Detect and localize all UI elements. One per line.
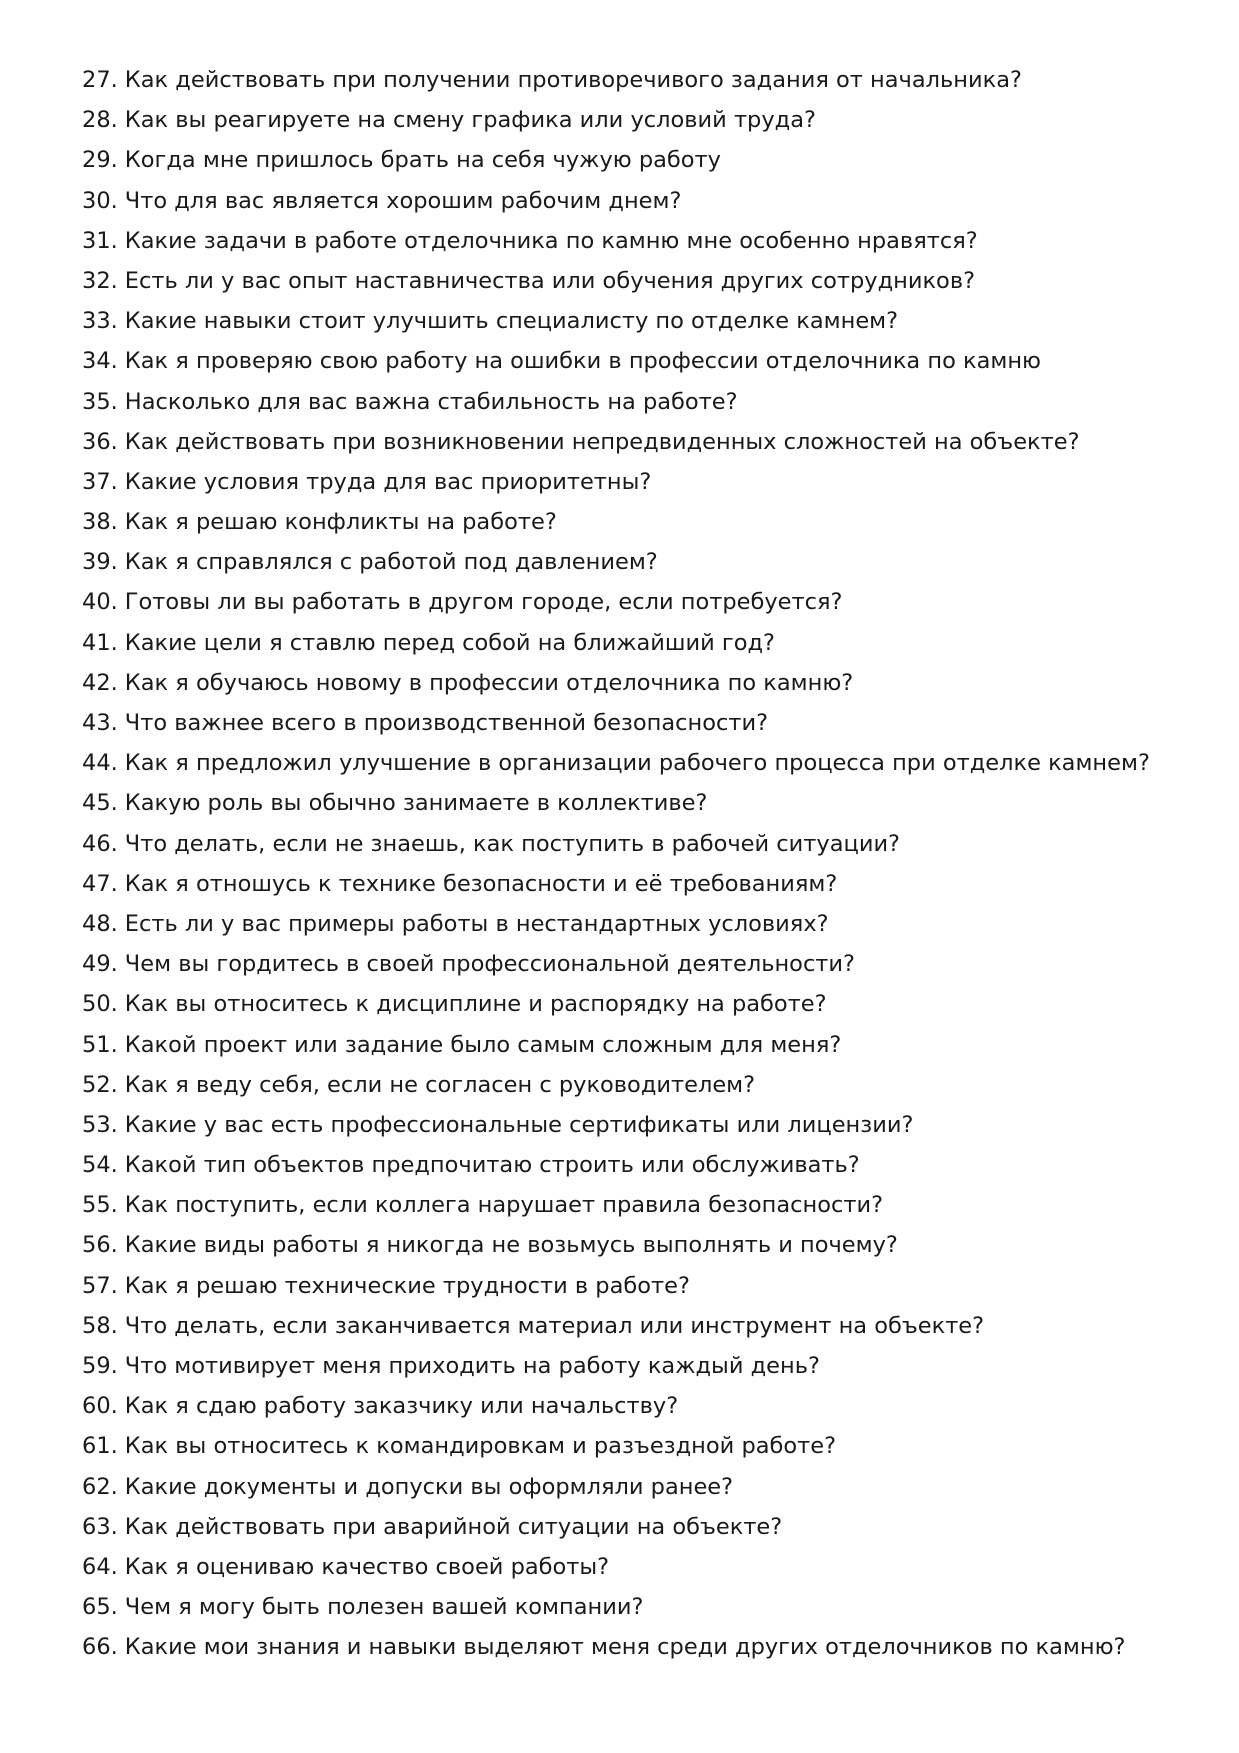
- question-item: [82, 703, 1150, 743]
- question-number: 59.: [82, 1353, 118, 1379]
- question-number: 32.: [82, 267, 118, 294]
- question-number: 28.: [82, 107, 118, 134]
- question-text: Чем вы гордитесь в своей профессиональной деятельности?: [124, 951, 855, 978]
- question-number: 50.: [82, 991, 118, 1018]
- question-text: Какую роль вы обычно занимаете в коллективе?: [124, 790, 708, 817]
- question-item: [82, 1105, 1150, 1145]
- question-text: Как вы относитесь к дисциплине и распорядку на работе?: [124, 991, 827, 1018]
- question-item: [82, 140, 1150, 180]
- question-text: Как я отношусь к технике безопасности и её требованиям?: [124, 870, 838, 897]
- question-text: Как я веду себя, если не согласен с руководителем?: [124, 1071, 756, 1098]
- question-number: 27.: [82, 67, 118, 93]
- question-item: [82, 1627, 1150, 1667]
- question-item: [82, 1306, 1150, 1346]
- question-item: [82, 341, 1150, 381]
- question-item: [82, 60, 1150, 100]
- question-item: [82, 1547, 1150, 1587]
- question-item: [82, 623, 1150, 663]
- question-number: 33.: [82, 308, 118, 335]
- question-number: 41.: [82, 629, 118, 656]
- question-number: 39.: [82, 549, 118, 576]
- question-text: Какие условия труда для вас приоритетны?: [124, 468, 652, 495]
- question-number: 45.: [82, 790, 118, 817]
- question-item: [82, 864, 1150, 904]
- question-number: 48.: [82, 910, 118, 937]
- question-text: Когда мне пришлось брать на себя чужую работу: [124, 147, 721, 174]
- question-item: [82, 824, 1150, 864]
- question-item: [82, 1507, 1150, 1547]
- question-number: 62.: [82, 1473, 118, 1500]
- question-text: Чем я могу быть полезен вашей компании?: [124, 1594, 644, 1621]
- question-text: Как я решаю конфликты на работе?: [124, 509, 557, 536]
- question-number: 65.: [82, 1594, 118, 1621]
- question-number: 54.: [82, 1152, 118, 1179]
- question-item: [82, 301, 1150, 341]
- question-item: [82, 1025, 1150, 1065]
- question-number: 37.: [82, 468, 118, 495]
- question-number: 47.: [82, 870, 118, 897]
- question-number: 40.: [82, 589, 118, 616]
- question-text: Есть ли у вас примеры работы в нестандартных условиях?: [124, 910, 829, 937]
- question-item: [82, 1587, 1150, 1627]
- question-item: [82, 984, 1150, 1024]
- question-item: [82, 1266, 1150, 1306]
- question-text: Что делать, если заканчивается материал или инструмент на объекте?: [124, 1312, 985, 1339]
- question-number: 60.: [82, 1393, 118, 1420]
- question-text: Что делать, если не знаешь, как поступить в рабочей ситуации?: [124, 830, 901, 857]
- question-item: [82, 1225, 1150, 1265]
- question-text: Какие цели я ставлю перед собой на ближайший год?: [124, 629, 775, 656]
- question-text: Что важнее всего в производственной безопасности?: [124, 710, 769, 736]
- question-number: 35.: [82, 388, 118, 415]
- question-list: [82, 60, 1150, 1668]
- question-text: Готовы ли вы работать в другом городе, если потребуется?: [124, 589, 843, 616]
- question-number: 66.: [82, 1634, 118, 1661]
- question-item: [82, 502, 1150, 542]
- question-item: [82, 1467, 1150, 1507]
- question-text: Что мотивирует меня приходить на работу каждый день?: [124, 1353, 820, 1379]
- question-item: [82, 1185, 1150, 1225]
- question-item: [82, 663, 1150, 703]
- question-item: [82, 100, 1150, 140]
- question-text: Есть ли у вас опыт наставничества или обучения других сотрудников?: [124, 267, 976, 294]
- question-text: Как я сдаю работу заказчику или начальству?: [124, 1393, 679, 1420]
- question-number: 44.: [82, 750, 118, 777]
- question-number: 52.: [82, 1071, 118, 1098]
- question-text: Какой тип объектов предпочитаю строить или обслуживать?: [124, 1152, 860, 1179]
- question-number: 64.: [82, 1553, 118, 1580]
- question-text: Как я решаю технические трудности в работе?: [124, 1272, 690, 1299]
- question-item: [82, 422, 1150, 462]
- question-item: [82, 783, 1150, 823]
- question-number: 46.: [82, 830, 118, 857]
- question-text: Насколько для вас важна стабильность на работе?: [124, 388, 738, 415]
- question-text: Что для вас является хорошим рабочим днем?: [124, 187, 682, 214]
- question-number: 55.: [82, 1192, 118, 1219]
- question-text: Как я предложил улучшение в организации рабочего процесса при отделке камнем?: [124, 750, 1150, 777]
- question-number: 49.: [82, 951, 118, 978]
- question-text: Как вы относитесь к командировкам и разъездной работе?: [124, 1433, 837, 1460]
- question-text: Какой проект или задание было самым сложным для меня?: [124, 1031, 842, 1058]
- question-item: [82, 221, 1150, 261]
- question-text: Как вы реагируете на смену графика или условий труда?: [124, 107, 816, 134]
- question-item: [82, 582, 1150, 622]
- question-text: Как действовать при аварийной ситуации на объекте?: [124, 1513, 783, 1540]
- question-number: 30.: [82, 187, 118, 214]
- question-number: 42.: [82, 669, 118, 696]
- question-number: 43.: [82, 710, 118, 736]
- question-number: 56.: [82, 1232, 118, 1259]
- question-text: Как поступить, если коллега нарушает правила безопасности?: [124, 1192, 884, 1219]
- question-item: [82, 1065, 1150, 1105]
- question-text: Как я оцениваю качество своей работы?: [124, 1553, 610, 1580]
- question-item: [82, 181, 1150, 221]
- question-item: [82, 743, 1150, 783]
- question-text: Как действовать при получении противоречивого задания от начальника?: [124, 67, 1022, 93]
- question-number: 57.: [82, 1272, 118, 1299]
- question-number: 51.: [82, 1031, 118, 1058]
- question-text: Какие документы и допуски вы оформляли ранее?: [124, 1473, 734, 1500]
- question-number: 58.: [82, 1312, 118, 1339]
- question-item: [82, 462, 1150, 502]
- question-number: 63.: [82, 1513, 118, 1540]
- question-item: [82, 1346, 1150, 1386]
- question-number: 61.: [82, 1433, 118, 1460]
- question-number: 34.: [82, 348, 118, 375]
- question-number: 36.: [82, 428, 118, 455]
- question-text: Какие мои знания и навыки выделяют меня среди других отделочников по камню?: [124, 1634, 1126, 1661]
- question-item: [82, 904, 1150, 944]
- question-item: [82, 944, 1150, 984]
- question-number: 53.: [82, 1111, 118, 1138]
- question-text: Какие задачи в работе отделочника по камню мне особенно нравятся?: [124, 227, 978, 254]
- question-item: [82, 1145, 1150, 1185]
- question-text: Какие навыки стоит улучшить специалисту по отделке камнем?: [124, 308, 899, 335]
- question-text: Какие у вас есть профессиональные сертификаты или лицензии?: [124, 1111, 914, 1138]
- question-text: Какие виды работы я никогда не возьмусь выполнять и почему?: [124, 1232, 898, 1259]
- question-text: Как я обучаюсь новому в профессии отделочника по камню?: [124, 669, 854, 696]
- question-number: 29.: [82, 147, 118, 174]
- question-item: [82, 1426, 1150, 1466]
- question-number: 38.: [82, 509, 118, 536]
- question-text: Как я проверяю свою работу на ошибки в профессии отделочника по камню: [124, 348, 1042, 375]
- question-number: 31.: [82, 227, 118, 254]
- question-item: [82, 261, 1150, 301]
- question-text: Как действовать при возникновении непредвиденных сложностей на объекте?: [124, 428, 1080, 455]
- question-item: [82, 382, 1150, 422]
- question-item: [82, 1386, 1150, 1426]
- question-item: [82, 542, 1150, 582]
- question-text: Как я справлялся с работой под давлением?: [124, 549, 658, 576]
